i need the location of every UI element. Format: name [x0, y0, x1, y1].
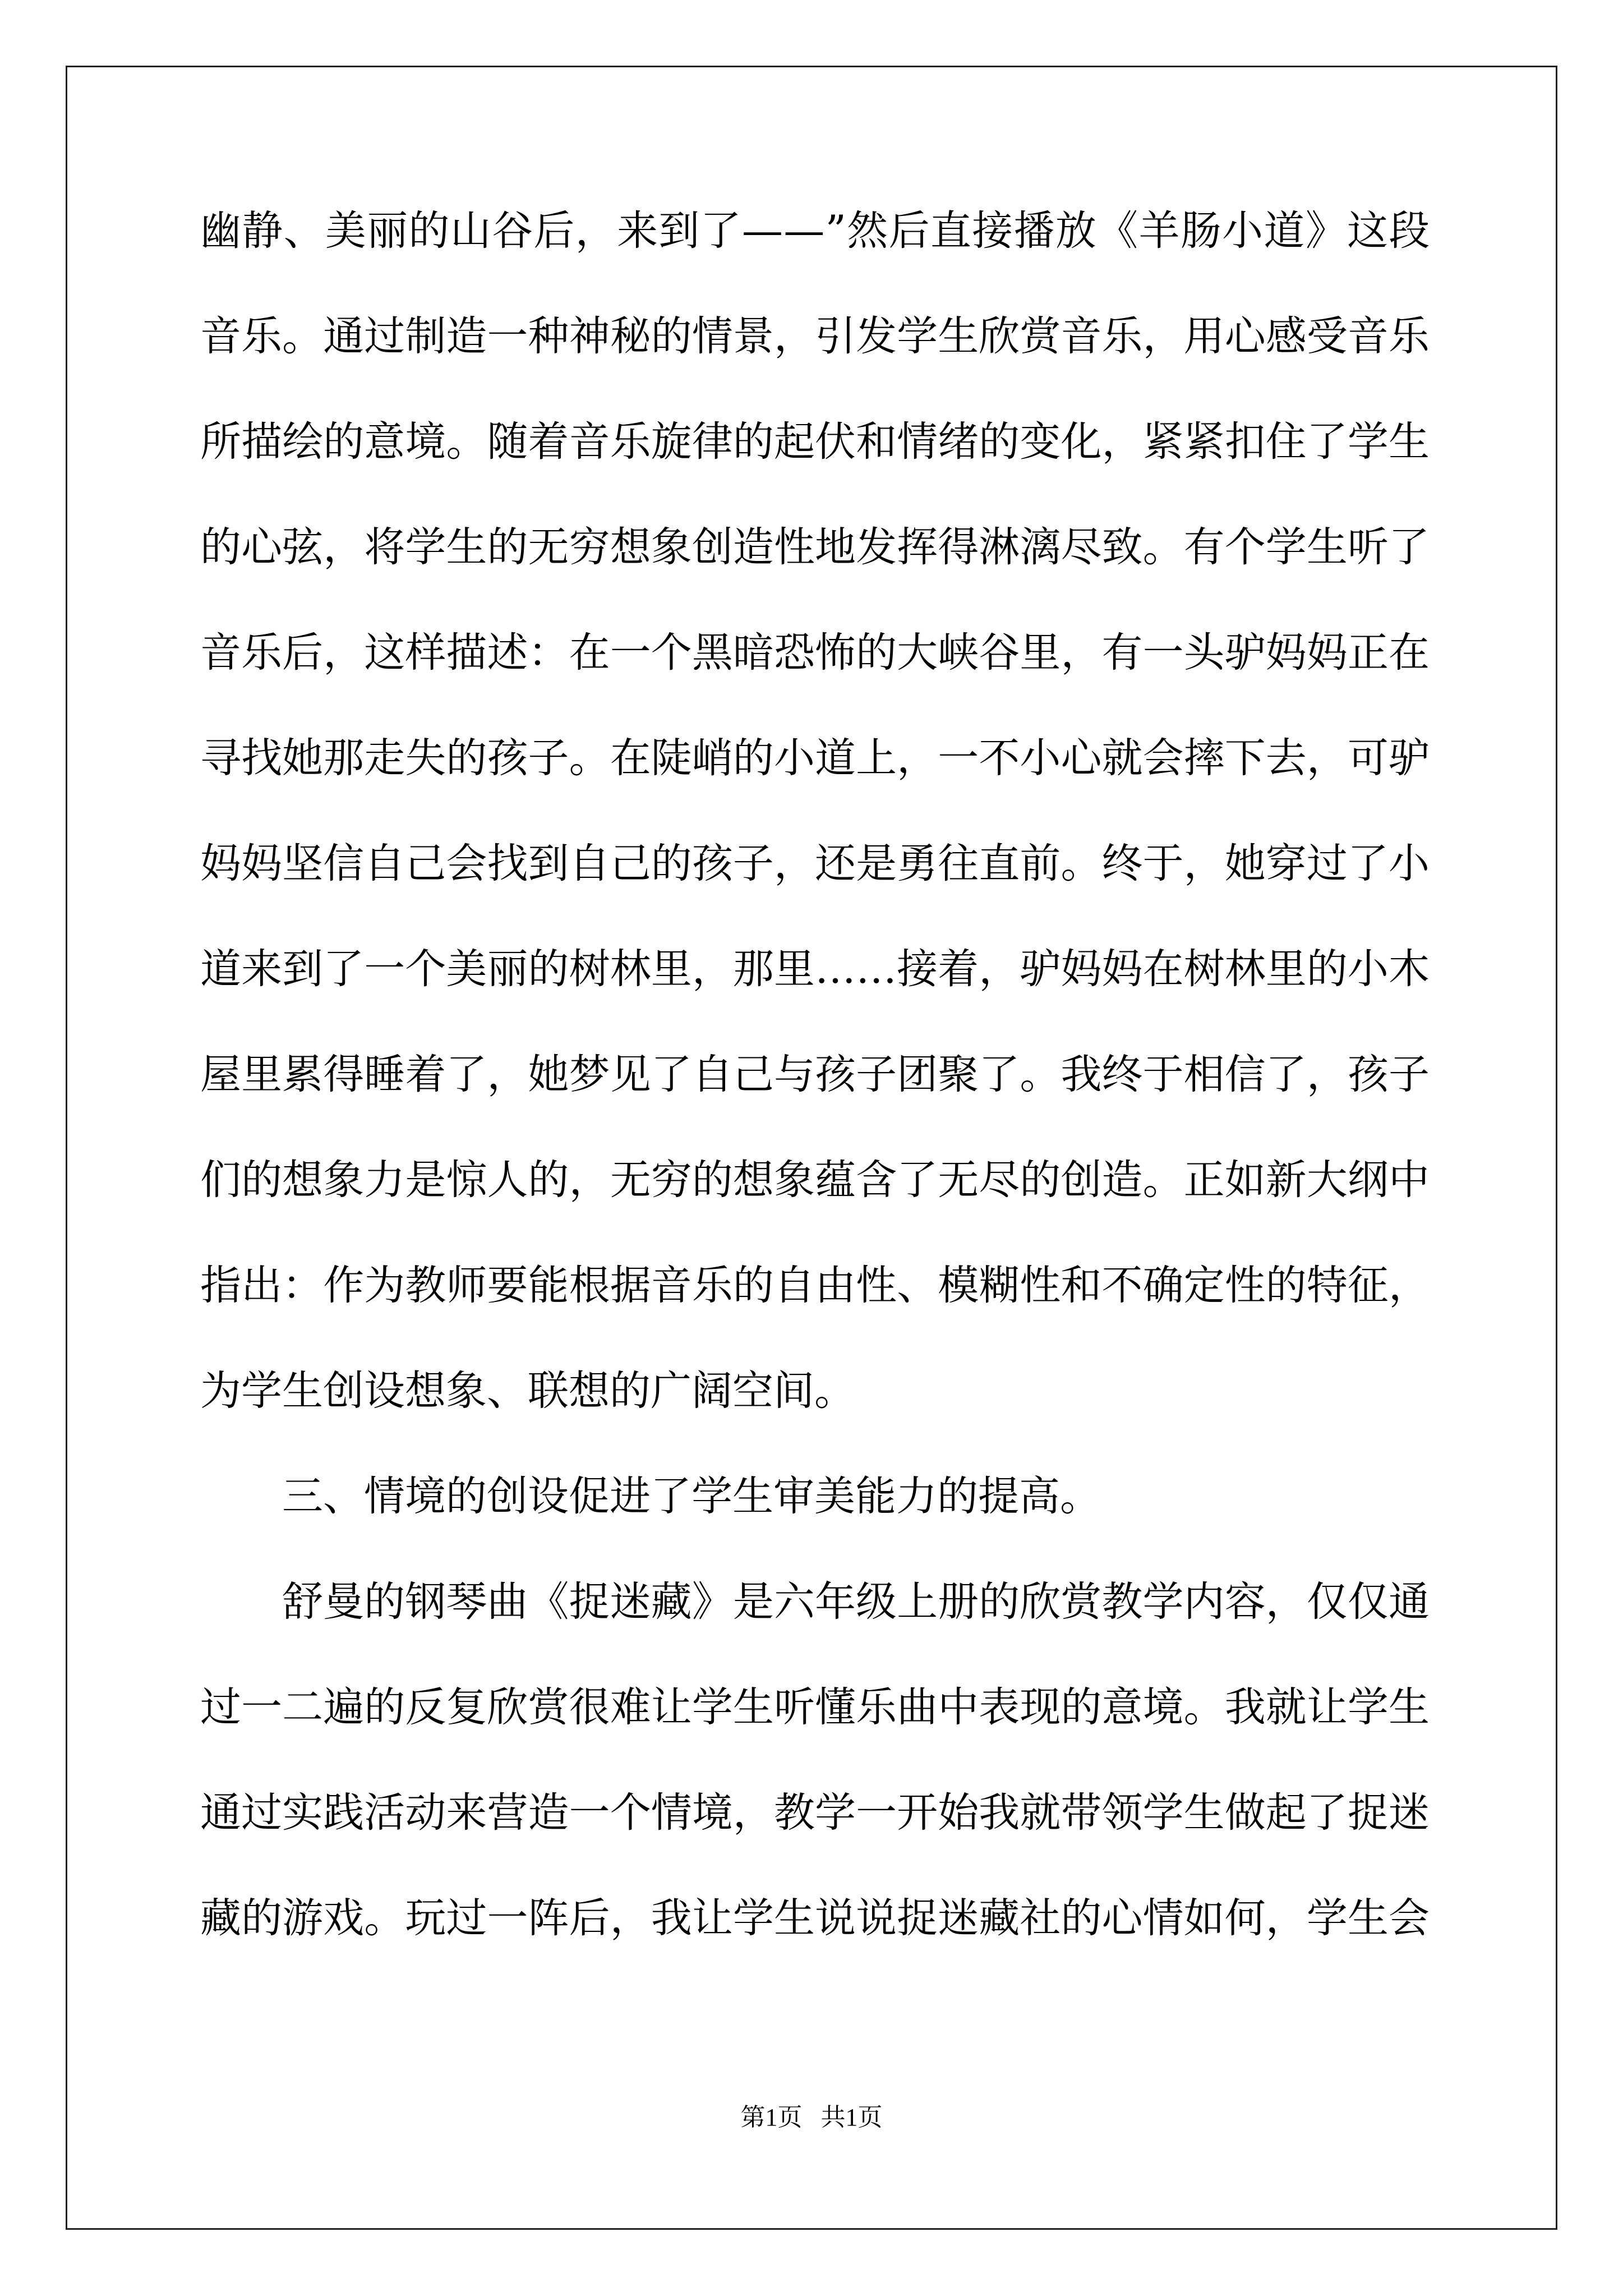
- text-line: 过一二遍的反复欣赏很难让学生听懂乐曲中表现的意境。我就让学生: [200, 1683, 1430, 1731]
- text-line: 道来到了一个美丽的树林里，那里……接着，驴妈妈在树林里的小木: [200, 945, 1430, 993]
- text-line: 指出：作为教师要能根据音乐的自由性、模糊性和不确定性的特征，: [200, 1262, 1430, 1309]
- text-line: 的心弦，将学生的无穷想象创造性地发挥得淋漓尽致。有个学生听了: [200, 523, 1430, 571]
- text-line: 藏的游戏。玩过一阵后，我让学生说说捉迷藏社的心情如何，学生会: [200, 1894, 1430, 1942]
- text-line: 音乐。通过制造一种神秘的情景，引发学生欣赏音乐，用心感受音乐: [200, 312, 1430, 360]
- text-line: 们的想象力是惊人的，无穷的想象蕴含了无尽的创造。正如新大纲中: [200, 1156, 1430, 1204]
- text-line: 通过实践活动来营造一个情境，教学一开始我就带领学生做起了捉迷: [200, 1789, 1430, 1837]
- text-line: 所描绘的意境。随着音乐旋律的起伏和情绪的变化，紧紧扣住了学生: [200, 418, 1430, 466]
- section-heading: 三、情境的创设促进了学生审美能力的提高。: [282, 1473, 1101, 1520]
- text-line: 寻找她那走失的孩子。在陡峭的小道上，一不小心就会摔下去，可驴: [200, 734, 1430, 782]
- text-line: 为学生创设想象、联想的广阔空间。: [200, 1367, 855, 1415]
- page-number-footer: 第1页 共1页: [740, 2104, 883, 2131]
- text-line: 音乐后，这样描述：在一个黑暗恐怖的大峡谷里，有一头驴妈妈正在: [200, 629, 1430, 677]
- text-line: 舒曼的钢琴曲《捉迷藏》是六年级上册的欣赏教学内容，仅仅通: [282, 1578, 1430, 1626]
- text-line: 屋里累得睡着了，她梦见了自己与孩子团聚了。我终于相信了，孩子: [200, 1051, 1430, 1098]
- text-line: 幽静、美丽的山谷后，来到了——”然后直接播放《羊肠小道》这段: [200, 207, 1431, 255]
- text-line: 妈妈坚信自己会找到自己的孩子，还是勇往直前。终于，她穿过了小: [200, 840, 1430, 887]
